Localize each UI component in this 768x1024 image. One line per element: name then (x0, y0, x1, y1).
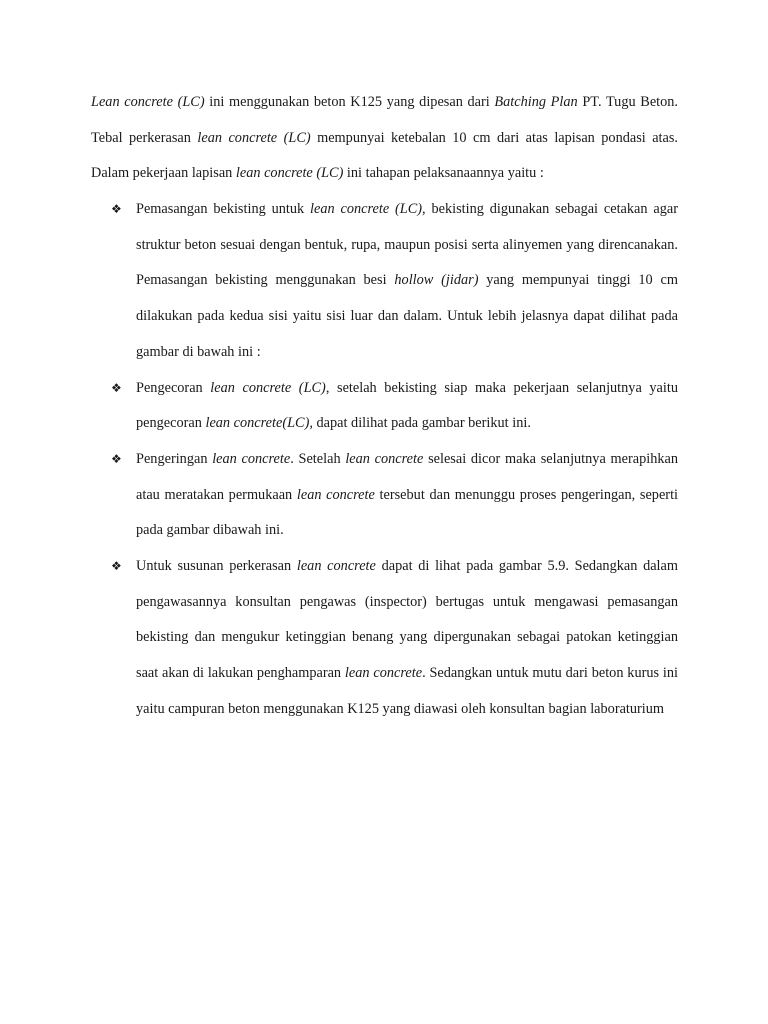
text-run: Lean concrete (LC) (91, 94, 205, 110)
text-run: PT. Tugu Beton. Tebal perkerasan (91, 94, 679, 146)
text-run: lean concrete (296, 486, 375, 503)
diamond-bullet-icon: ❖ (111, 202, 122, 216)
text-run: selesai dicor maka selanjutnya merapihkan atau meratakan permukaan (136, 450, 679, 503)
text-run: Untuk susunan perkerasan (136, 558, 297, 575)
text-run: , setelah bekisting siap maka pekerjaan selanjutnya yaitu pengecoran (136, 379, 678, 432)
text-run: lean concrete (LC) (197, 129, 311, 146)
text-run: Batching Plan (494, 94, 578, 110)
bullet-list (111, 192, 679, 728)
text-run: lean concrete (LC) (310, 201, 423, 217)
list-item (111, 442, 679, 549)
text-run: Pengecoran (136, 379, 211, 396)
diamond-bullet-icon: ❖ (111, 380, 122, 395)
text-run: lean concrete(LC), (205, 415, 313, 432)
diamond-bullet-icon: ❖ (111, 559, 122, 574)
text-run: lean concrete (345, 450, 424, 467)
intro-paragraph (91, 85, 678, 192)
list-item (111, 549, 679, 728)
text-run: dapat dilihat pada gambar berikut ini. (312, 415, 531, 432)
text-run: lean concrete (344, 665, 423, 682)
text-run: lean concrete (212, 450, 291, 467)
diamond-bullet-icon: ❖ (111, 451, 122, 466)
text-run: ini tahapan pelaksanaannya yaitu : (343, 165, 544, 182)
list-item (111, 192, 678, 371)
text-run: Pengeringan (136, 450, 213, 467)
text-run: Pemasangan bekisting untuk (136, 201, 311, 217)
list-item (111, 371, 678, 442)
text-run: mempunyai ketebalan 10 cm dari atas lapisan pondasi atas. Dalam pekerjaan lapisan (91, 129, 679, 182)
text-run: . Setelah (290, 450, 346, 467)
text-run: lean concrete (296, 558, 376, 575)
text-run: lean concrete (LC) (210, 379, 326, 396)
text-run: . Sedangkan untuk mutu dari beton kurus ini yaitu campuran beton menggunakan K125 yang diawasi oleh konsultan bagian laboraturium (136, 665, 679, 717)
text-run: ini menggunakan beton K125 yang dipesan dari (204, 94, 495, 110)
text-run: , bekisting digunakan sebagai cetakan agar struktur beton sesuai dengan bentuk, rupa, maupun posisi serta alinyemen yang direncanakan. Pemasangan bekisting menggunakan besi (136, 201, 678, 289)
text-run: dapat di lihat pada gambar 5.9. Sedangkan dalam pengawasannya konsultan pengawas (inspector) bertugas untuk mengawasi pemasangan bekisting dan mengukur ketinggian benang yang dipergunakan sebagai patokan ketinggian saat akan di lakukan penghamparan (136, 558, 678, 682)
text-run: lean concrete (LC) (235, 165, 344, 182)
text-run: tersebut dan menunggu proses pengeringan, seperti pada gambar dibawah ini. (136, 486, 679, 539)
text-run: yang mempunyai tinggi 10 cm dilakukan pada kedua sisi yaitu sisi luar dan dalam. Untuk lebih jelasnya dapat dilihat pada gambar di bawah ini : (136, 272, 678, 360)
text-run: hollow (jidar) (394, 272, 479, 289)
